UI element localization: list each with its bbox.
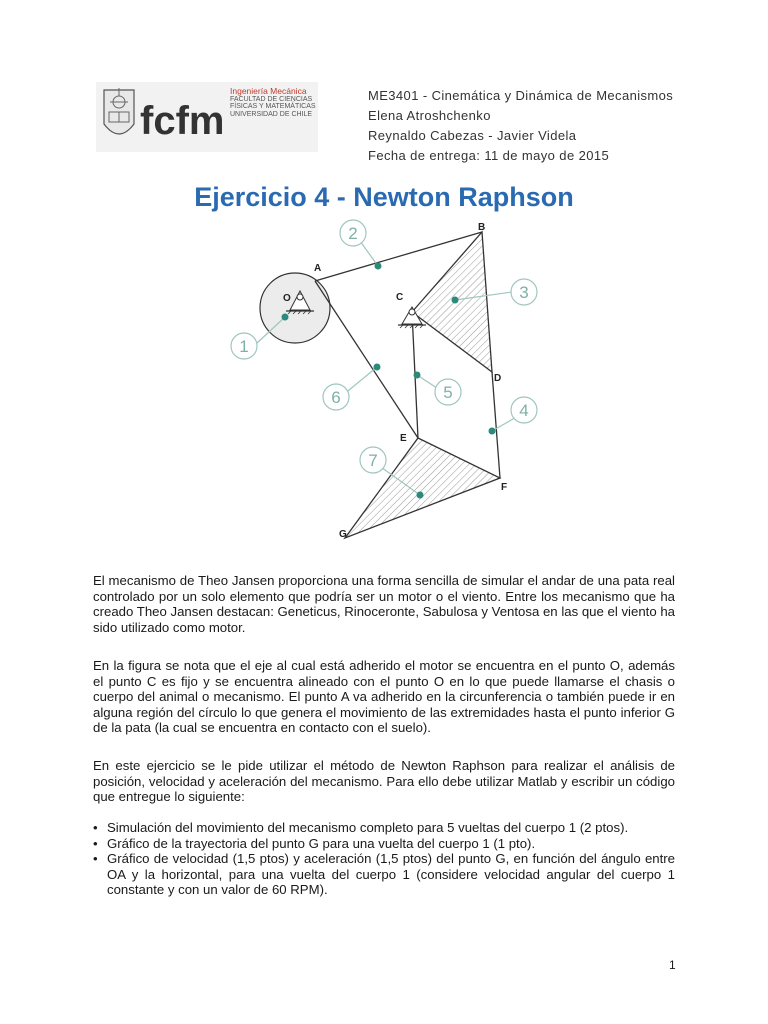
member-label-7: 7 — [368, 451, 378, 470]
list-item-text: Gráfico de la trayectoria del punto G para una vuelta del cuerpo 1 (1 pto). — [107, 835, 536, 851]
point-label-e: E — [400, 433, 407, 444]
paragraph-3: En este ejercicio se le pide utilizar el método de Newton Raphson para realizar el análisis de posición, velocidad y aceleración del mecanismo. Para ello debe utilizar Matlab y escribir un código que entregue lo siguiente: — [93, 758, 675, 804]
list-item — [93, 836, 675, 852]
requirements-list — [93, 820, 675, 898]
member-label-2: 2 — [348, 224, 358, 243]
logo-text — [230, 88, 316, 118]
paragraph-2: En la figura se nota que el eje al cual está adherido el motor se encuentra en el punto O, además el punto C es fijo y se encuentra alineado con el punto O en lo que puede llamarse el chasis o cuerpo del animal o mecanismo. El punto A va adherido en la circunferencia o también puede ir en alguna región del círculo lo que genera el movimiento de las extremidades hasta el punto inferior G de la pata (la cual se encuentra en contacto con el suelo). — [93, 658, 675, 735]
author-1: Elena Atroshchenko — [368, 108, 491, 123]
point-label-b: B — [478, 222, 486, 233]
point-label-d: D — [494, 373, 502, 384]
bullet-icon: • — [93, 851, 98, 866]
paragraph-1: El mecanismo de Theo Jansen proporciona una forma sencilla de simular el andar de una pata real controlado por un solo elemento que podría ser un motor o el viento. Entre los mecanismo que ha creado Theo Jansen destacan: Geneticus, Rinoceronte, Sabulosa y Ventosa en las que el viento ha sido utilizado como motor. — [93, 573, 675, 635]
list-item-text: Gráfico de velocidad (1,5 ptos) y aceleración (1,5 ptos) del punto G, en función del ángulo entre OA y la horizontal, para una vuelta del cuerpo 1 (considere velocidad angular del cuerpo 1 constante y con un valor de 60 RPM). — [107, 851, 675, 897]
triangle-link-3 — [412, 232, 492, 372]
page-title: Ejercicio 4 - Newton Raphson — [194, 182, 574, 212]
mechanism-figure — [230, 215, 560, 545]
bullet-icon: • — [93, 820, 98, 835]
page-number: 1 — [669, 958, 676, 972]
due-date: Fecha de entrega: 11 de mayo de 2015 — [368, 148, 610, 163]
point-label-o: O — [283, 293, 291, 304]
bullet-icon: • — [93, 835, 98, 851]
author-2: Reynaldo Cabezas - Javier Videla — [368, 128, 577, 143]
point-label-f: F — [501, 482, 508, 493]
university-seal-icon — [104, 88, 134, 134]
list-item — [93, 851, 675, 898]
point-label-c: C — [396, 292, 404, 303]
member-label-5: 5 — [443, 383, 453, 402]
link-4 — [492, 372, 500, 478]
logo-abbrev: fcfm — [140, 99, 225, 143]
list-item-text: Simulación del movimiento del mecanismo completo para 5 vueltas del cuerpo 1 (2 ptos). — [107, 820, 629, 835]
logo-line-3: FÍSICAS Y MATEMÁTICAS — [230, 103, 316, 110]
point-label-a: A — [314, 263, 322, 274]
member-label-1: 1 — [239, 337, 249, 356]
logo-line-4: UNIVERSIDAD DE CHILE — [230, 110, 313, 118]
member-label-6: 6 — [331, 388, 341, 407]
course-name: ME3401 - Cinemática y Dinámica de Mecanismos — [368, 88, 674, 103]
logo-line-2: FACULTAD DE CIENCIAS — [230, 95, 313, 103]
link-6 — [315, 281, 418, 438]
member-label-4: 4 — [519, 401, 529, 420]
logo-line-1: Ingeniería Mecánica — [230, 86, 307, 96]
list-item — [93, 820, 675, 836]
member-label-3: 3 — [519, 283, 529, 302]
mechanism-diagram — [230, 215, 560, 545]
header-info — [368, 86, 673, 166]
point-label-g: G — [339, 529, 347, 540]
